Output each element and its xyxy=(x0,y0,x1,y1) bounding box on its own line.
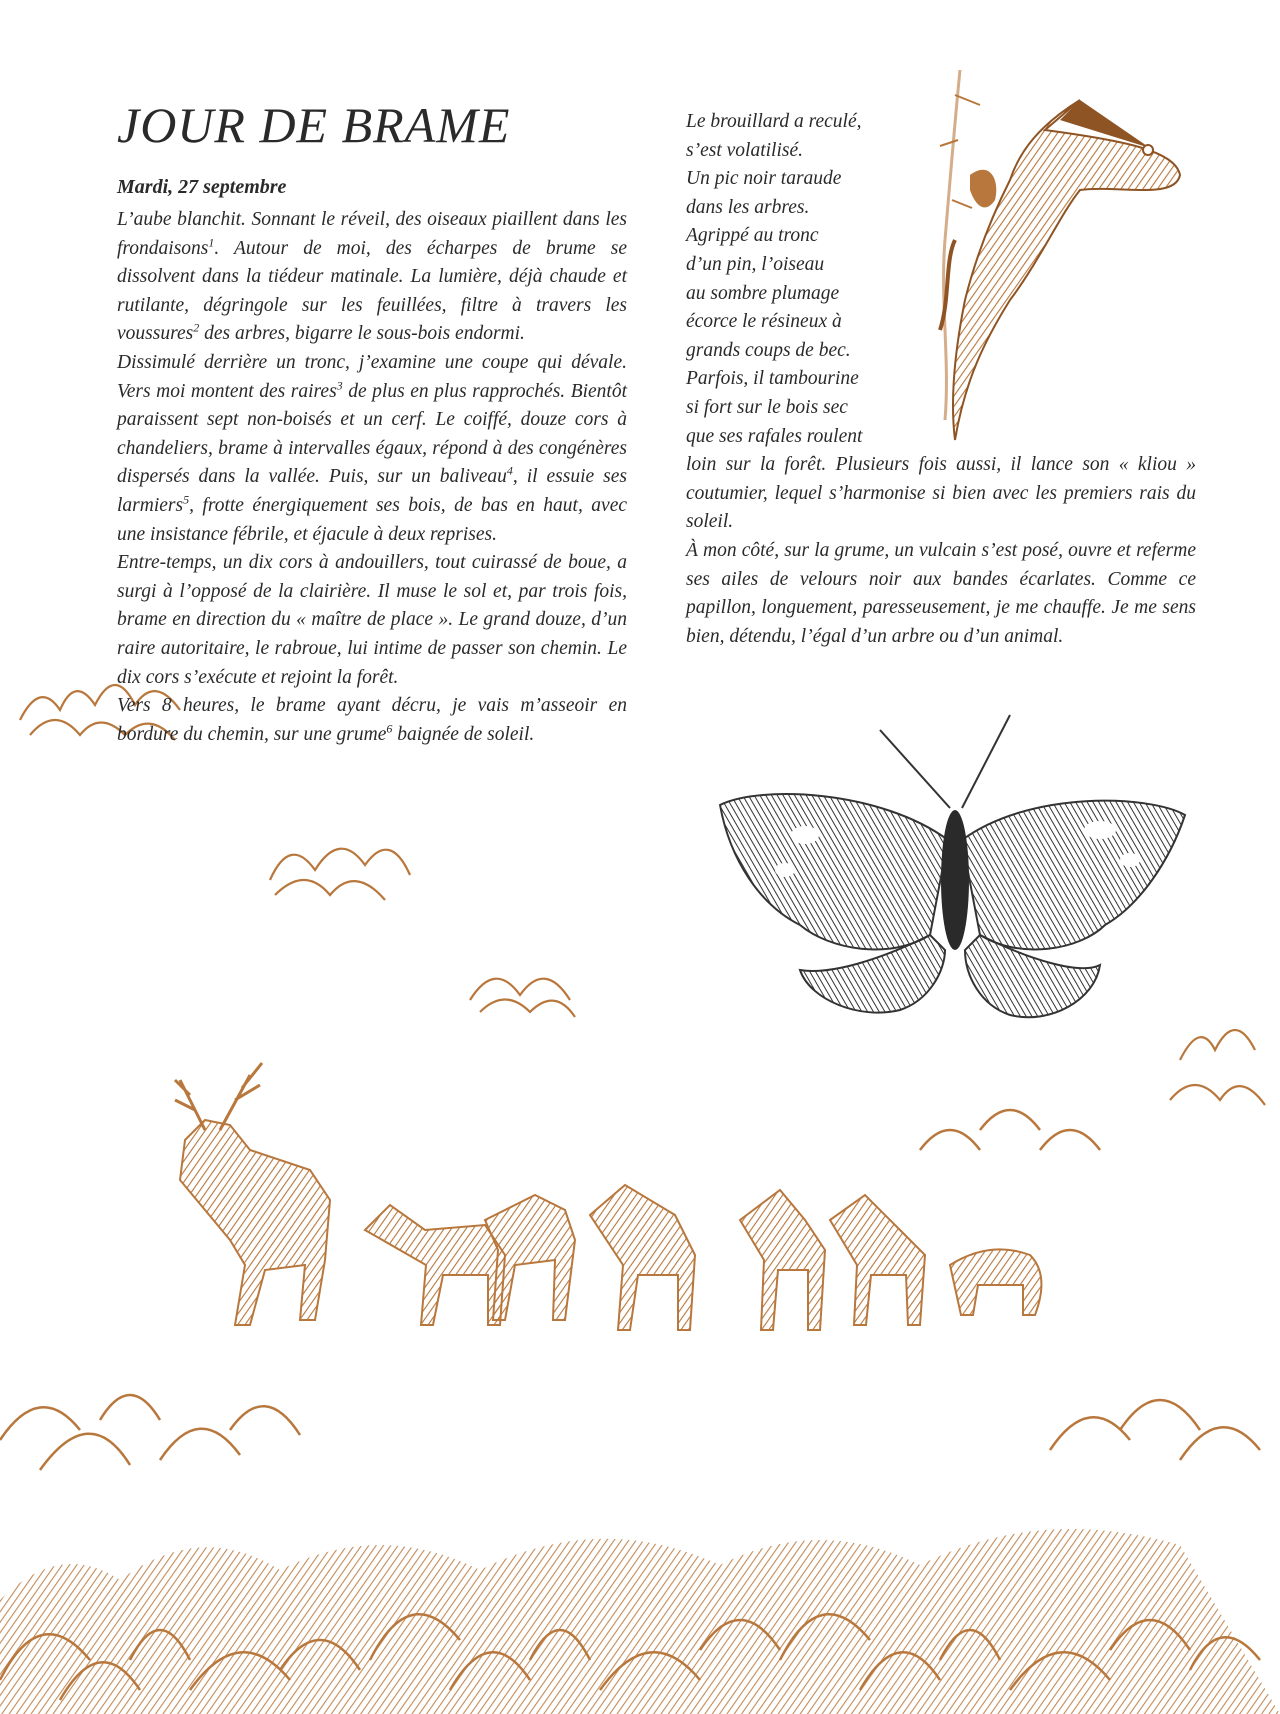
text-line: grands coups de bec. xyxy=(686,339,851,361)
text-line: écorce le résineux à xyxy=(686,311,842,333)
footnote-ref: 4 xyxy=(506,463,513,478)
paragraph-right-1-rest: loin sur la forêt. Plusieurs fois aussi, il lance son « kliou » coutumier, lequel s’harmonise si bien avec les premiers rais du soleil. xyxy=(686,454,1196,533)
entry-date: Mardi, 27 septembre xyxy=(117,176,287,198)
footnote-ref: 3 xyxy=(336,378,343,393)
text-line: Un pic noir taraude xyxy=(686,168,842,190)
paragraph-2: Dissimulé derrière un tronc, j’examine une coupe qui dévale. Vers moi montent des raires$^3$ de plus en plus rapprochés. Bientôt paraissent sept non-boisés et un cerf. Le coiffé, douze cors à chandeliers, brame à intervalles égaux, répond à des congénères dispersés dans la vallée. Puis, sur un baliveau$^4$, il essuie ses larmiers$^5$, frotte énergiquement ses bois, de bas en haut, avec une insistance fébrile, et éjacule à deux reprises. xyxy=(117,351,628,545)
text-line: si fort sur le bois sec xyxy=(686,396,848,418)
text-line: que ses rafales roulent xyxy=(686,425,863,447)
butterfly-illustration xyxy=(720,715,1185,1017)
deer-herd-illustration xyxy=(175,1063,1041,1330)
paragraph-1: L’aube blanchit. Sonnant le réveil, des oiseaux piaillent dans les frondaisons$^1$. Autour de moi, des écharpes de brume se dissolvent dans la tiédeur matinale. La lumière, déjà chaude et rutilante, dégringole sur les feuillées, filtre à travers les voussures$^2$ des arbres, bigarre le sous-bois endormi. xyxy=(117,209,627,345)
page-title: JOUR DE BRAME xyxy=(117,97,511,153)
footnote-ref: 1 xyxy=(208,235,215,250)
text-line: Parfois, il tambourine xyxy=(686,368,859,390)
right-text-column xyxy=(686,108,1196,651)
text-line: dans les arbres. xyxy=(686,196,810,218)
paragraph-right-2: À mon côté, sur la grume, un vulcain s’est posé, ouvre et referme ses ailes de velours noir aux bandes écarlates. Comme ce papillon, longuement, paresseusement, je me chauffe. Je me sens bien, détendu, l’égal d’un arbre ou d’un animal. xyxy=(686,539,1196,647)
footnote-ref: 5 xyxy=(183,492,190,507)
grass-bank xyxy=(0,1529,1280,1714)
text-line: Agrippé au tronc xyxy=(686,225,819,247)
narrow-lines xyxy=(686,108,891,451)
paragraph-4: Vers 8 heures, le brame ayant décru, je vais m’asseoir en bordure du chemin, sur une grume$^6$ baignée de soleil. xyxy=(117,695,627,745)
footnote-ref: 2 xyxy=(193,320,200,335)
text-line: au sombre plumage xyxy=(686,282,840,304)
text-line: d’un pin, l’oiseau xyxy=(686,253,825,275)
text-line: s’est volatilisé. xyxy=(686,139,803,161)
footnote-ref: 6 xyxy=(386,721,393,736)
left-text-column xyxy=(117,206,627,749)
text-line: Le brouillard a reculé, xyxy=(686,111,862,132)
paragraph-3: Entre-temps, un dix cors à andouillers, tout cuirassé de boue, a surgi à l’opposé de la clairière. Il muse le sol et, par trois fois, brame en direction du « maître de place ». Le grand douze, d’un raire autoritaire, le rabroue, lui intime de passer son chemin. Le dix cors s’exécute et rejoint la forêt. xyxy=(117,552,627,688)
